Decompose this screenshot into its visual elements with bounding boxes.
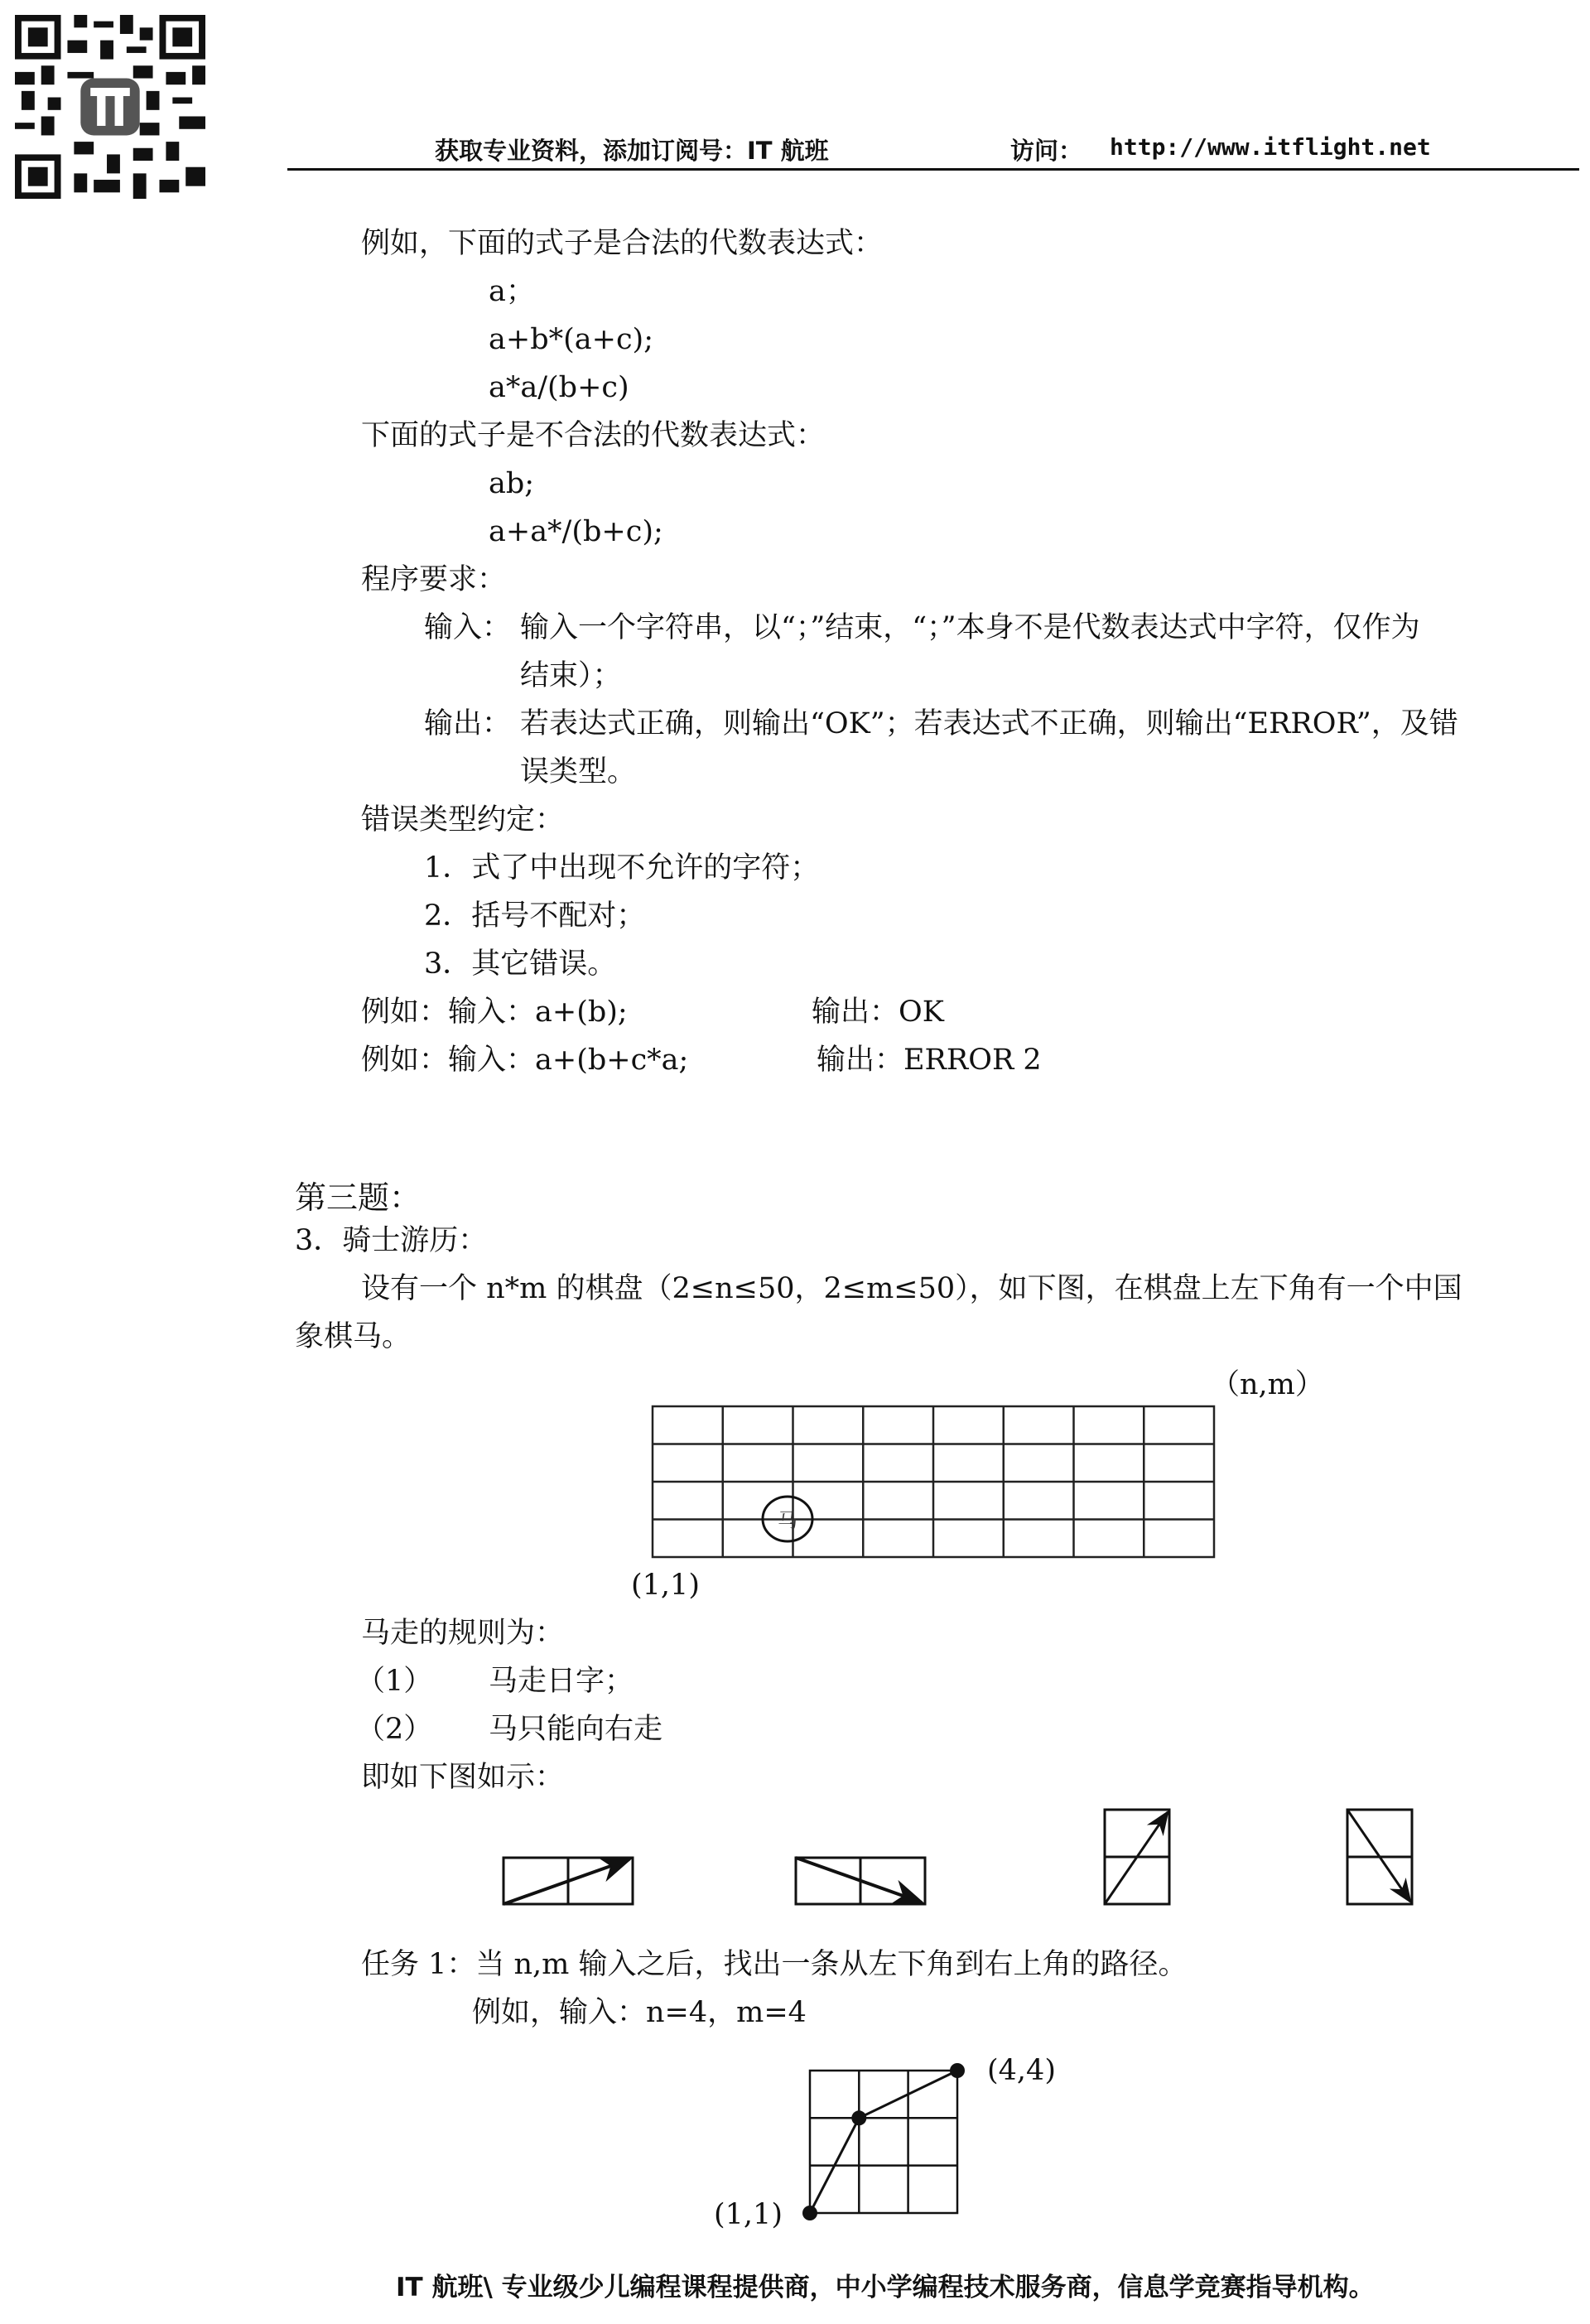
- rule-text: 马只能向右走: [489, 1713, 663, 1746]
- illegal-intro: 下面的式子是不合法的代数表达式：: [361, 419, 826, 452]
- legal-example: a；: [489, 275, 535, 308]
- error-type-item: 1．式了中出现不允许的字符；: [424, 851, 820, 885]
- example-input: 例如：输入：a+(b+c*a;: [361, 1044, 689, 1077]
- input-label: 输入：: [424, 611, 512, 644]
- requirements-label: 程序要求：: [361, 563, 507, 596]
- output-text: 若表达式正确，则输出“OK”；若表达式不正确，则输出“ERROR”，及错: [520, 707, 1458, 740]
- example-output: 输出：OK: [812, 996, 944, 1029]
- error-type-item: 3．其它错误。: [424, 947, 617, 981]
- rules-label: 马走的规则为：: [361, 1617, 565, 1650]
- input-text: 输入一个字符串，以“；”结束，“；”本身不是代数表达式中字符，仅作为: [520, 611, 1420, 644]
- rule-num: （2）: [356, 1713, 433, 1746]
- example-output: 输出：ERROR 2: [817, 1044, 1042, 1077]
- header-visit-label: 访问：: [1010, 137, 1083, 165]
- section-title: 第三题：: [295, 1179, 422, 1216]
- path-start-dot: [802, 2206, 817, 2220]
- legal-example: a+b*(a+c);: [489, 323, 653, 356]
- output-text-cont: 误类型。: [520, 755, 637, 788]
- task1-example: 例如，输入：n=4，m=4: [472, 1996, 807, 2029]
- board-corner-label-11: (1,1): [631, 1569, 700, 1602]
- chessboard-diagram: [651, 1405, 1217, 1560]
- error-type-item: 2．括号不配对；: [424, 899, 646, 933]
- legal-intro: 例如，下面的式子是合法的代数表达式：: [361, 227, 884, 260]
- problem-desc: 设有一个 n*m 的棋盘（2≤n≤50，2≤m≤50），如下图，在棋盘上左下角有一个中国: [361, 1272, 1462, 1305]
- problem-desc-cont: 象棋马。: [295, 1320, 412, 1353]
- move-right-down-tall: [1347, 1810, 1412, 1904]
- task1-text: 任务 1：当 n,m 输入之后，找出一条从左下角到右上角的路径。: [361, 1948, 1188, 1981]
- problem-title: 3．骑士游历：: [295, 1224, 488, 1257]
- board-corner-label-nm: （n,m）: [1211, 1368, 1324, 1401]
- illegal-example: ab;: [489, 467, 535, 500]
- move-right-down-wide: [796, 1858, 925, 1904]
- moves-intro: 即如下图如示：: [361, 1761, 565, 1794]
- path-end-dot: [950, 2063, 965, 2078]
- header-subscribe-text: 获取专业资料，添加订阅号：IT 航班: [435, 137, 829, 165]
- error-types-label: 错误类型约定：: [361, 803, 565, 837]
- knight-moves-diagram: [0, 1797, 1590, 1913]
- qr-code-image: [15, 15, 205, 199]
- rule-num: （1）: [356, 1665, 433, 1698]
- example-input: 例如：输入：a+(b);: [361, 996, 628, 1029]
- path-diagram: [800, 2059, 966, 2225]
- footer-text: IT 航班\ 专业级少儿编程课程提供商，中小学编程技术服务商，信息学竞赛指导机构。: [396, 2273, 1375, 2302]
- legal-example: a*a/(b+c): [489, 371, 629, 404]
- path-end-label: (4,4): [987, 2054, 1056, 2087]
- input-text-cont: 结束）；: [520, 659, 622, 692]
- header-rule: [287, 168, 1579, 171]
- rule-text: 马走日字；: [489, 1665, 634, 1698]
- output-label: 输出：: [424, 707, 512, 740]
- path-start-label: (1,1): [714, 2198, 783, 2231]
- move-right-up-wide: [504, 1858, 633, 1904]
- knight-path-line: [810, 2071, 957, 2213]
- knight-piece-label: 马: [778, 1509, 797, 1532]
- header-url-link[interactable]: http://www.itflight.net: [1110, 133, 1431, 161]
- illegal-example: a+a*/(b+c);: [489, 515, 663, 548]
- move-right-up-tall: [1105, 1810, 1169, 1904]
- path-mid-dot: [851, 2110, 866, 2125]
